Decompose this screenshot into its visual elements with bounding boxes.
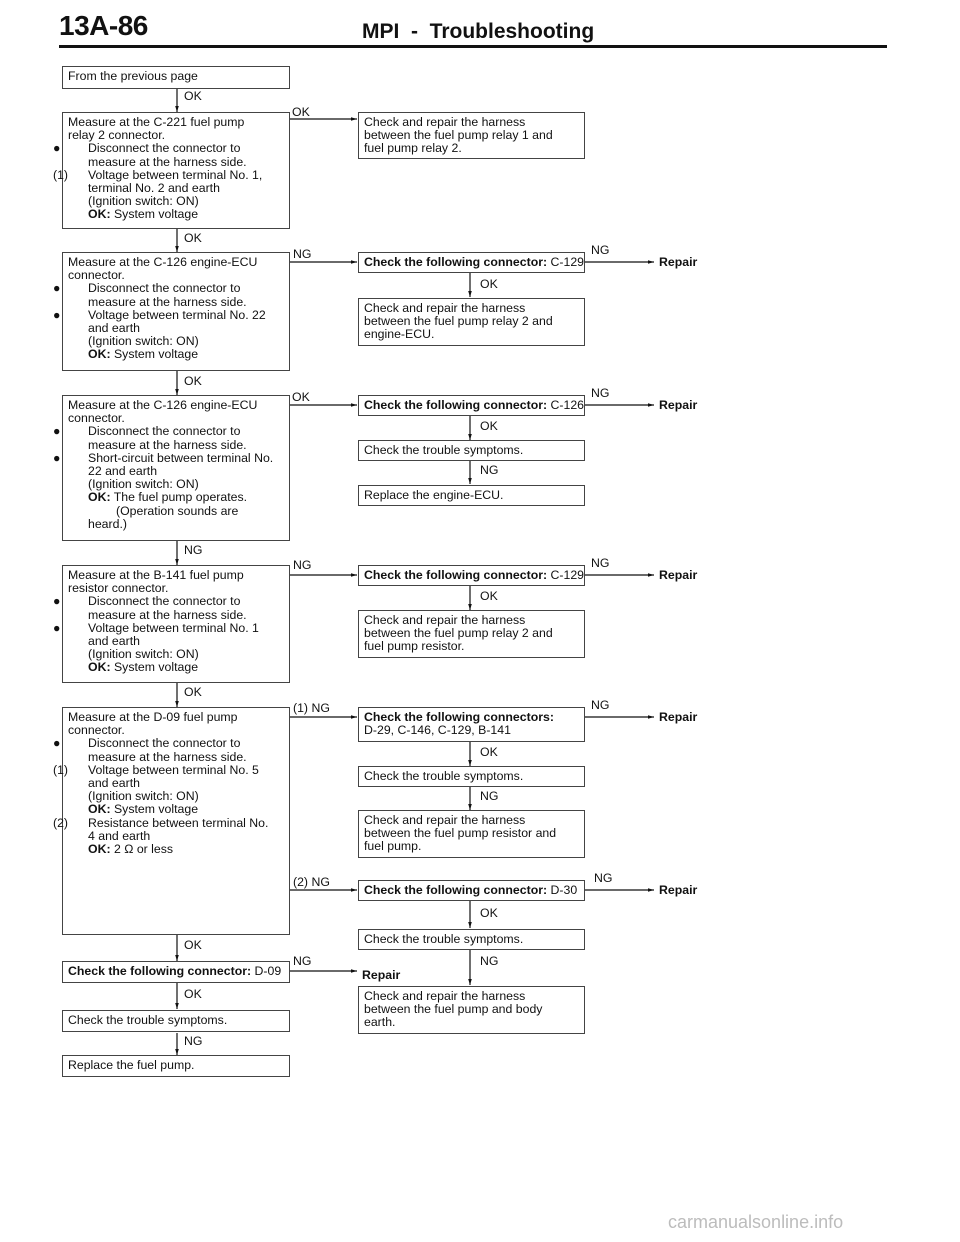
page-number: 13A-86 <box>59 10 148 41</box>
connector-ok-label: OK <box>480 419 498 433</box>
connector-check-value: C-129 <box>550 568 585 582</box>
item-number: (2) <box>53 815 69 830</box>
down-label-2: OK <box>184 231 202 245</box>
step-3-result-label: OK <box>292 390 310 404</box>
step-5-bullet-text: Disconnect the connector to <box>88 736 241 751</box>
side-box-text: Check and repair the harness <box>364 989 526 1003</box>
step-2-bullet-text: Disconnect the connector to <box>88 281 241 296</box>
side-box-text: fuel pump relay 2. <box>364 141 462 156</box>
step-3-connector-box <box>358 395 585 416</box>
step-2-line: connector. <box>68 268 125 283</box>
repair-label: Repair <box>659 710 698 724</box>
page-title: MPI - Troubleshooting <box>362 20 595 43</box>
ok-criterion-value: The fuel pump operates. <box>113 490 248 505</box>
bullet-icon: ● <box>53 620 61 635</box>
ok-criterion-key: OK: <box>88 490 111 505</box>
step-2-box <box>53 252 290 371</box>
trouble-symptoms-box <box>358 766 585 787</box>
step-5-item-text: Resistance between terminal No. <box>88 815 269 830</box>
ok-criterion-value: System voltage <box>113 802 199 817</box>
trouble-symptoms-box <box>358 929 585 950</box>
side-box-text: Check and repair the harness <box>364 813 526 827</box>
side-box-text: between the fuel pump resistor and <box>364 826 557 841</box>
bullet-icon: ● <box>53 594 61 609</box>
step-4-connector-box <box>358 565 585 586</box>
step-1-side-box <box>358 112 585 159</box>
connector-ok-label: OK <box>480 589 498 603</box>
step-2-bullet-text: Voltage between terminal No. 22 <box>88 307 266 322</box>
connector-check-key: Check the following connector: <box>364 255 548 269</box>
step-3-line: connector. <box>68 411 125 426</box>
ok-criterion-key: OK: <box>88 207 111 222</box>
side-box-text: engine-ECU. <box>364 327 435 342</box>
step-4-result-label: NG <box>293 558 312 572</box>
step-3-line: Measure at the C-126 engine-ECU <box>68 398 258 412</box>
side-box-text: fuel pump resistor. <box>364 639 465 654</box>
step-6-connector-box <box>62 961 290 983</box>
step-5-side-box-1 <box>358 810 585 858</box>
connector-ng-label: NG <box>591 698 610 712</box>
step-3-bullet-text: (Ignition switch: ON) <box>88 477 199 492</box>
step-2-connector-box <box>358 252 585 273</box>
step-5-item-text: Voltage between terminal No. 5 <box>88 762 259 777</box>
repair-label: Repair <box>659 883 698 897</box>
step-4-box <box>53 565 290 683</box>
step-2-result-label: NG <box>293 247 312 261</box>
ok-criterion-key: OK: <box>88 802 111 817</box>
step-5-box <box>53 707 290 935</box>
step-6-result-label: NG <box>293 954 312 968</box>
step-2-bullet-text: (Ignition switch: ON) <box>88 334 199 349</box>
step-5-result-1-label: (1) NG <box>293 701 330 715</box>
step-4-bullet-text: and earth <box>88 634 140 649</box>
ok-criterion-note: (Operation sounds are <box>116 503 239 518</box>
side-box-text: between the fuel pump and body <box>364 1002 543 1017</box>
trouble-ng-label: NG <box>480 789 499 803</box>
item-number: (1) <box>53 762 69 777</box>
step-4-bullet-text: measure at the harness side. <box>88 607 247 622</box>
step-1-item-text: terminal No. 2 and earth <box>88 181 220 196</box>
step-3-bullet-text: Disconnect the connector to <box>88 424 241 439</box>
connector-ok-label: OK <box>480 906 498 920</box>
down-label-7: OK <box>184 987 202 1001</box>
trouble-ng-label: NG <box>480 954 499 968</box>
step-4-line: resistor connector. <box>68 581 169 596</box>
replace-ecu-text: Replace the engine-ECU. <box>364 488 504 502</box>
step-1-bullet-text: Disconnect the connector to <box>88 141 241 156</box>
step-1-item-text: (Ignition switch: ON) <box>88 194 199 209</box>
trouble-symptoms-text: Check the trouble symptoms. <box>364 932 524 946</box>
connector-check-key: Check the following connector: <box>364 398 548 412</box>
side-box-text: Check and repair the harness <box>364 115 526 129</box>
connector-ok-label: OK <box>480 277 498 291</box>
step-4-bullet-text: Voltage between terminal No. 1 <box>88 620 259 635</box>
bullet-icon: ● <box>53 424 61 439</box>
step-1-box <box>53 112 290 229</box>
side-box-text: fuel pump. <box>364 839 422 854</box>
step-4-bullet-text: Disconnect the connector to <box>88 594 241 609</box>
down-label-6: OK <box>184 938 202 952</box>
connector-ng-label: NG <box>591 386 610 400</box>
down-label-3: OK <box>184 374 202 388</box>
connector-check-value: D-29, C-146, C-129, B-141 <box>364 723 511 738</box>
trouble-symptoms-text: Check the trouble symptoms. <box>364 769 524 783</box>
bullet-icon: ● <box>53 307 61 322</box>
step-2-bullet-text: measure at the harness side. <box>88 294 247 309</box>
ok-criterion-value: 2 Ω or less <box>113 842 174 857</box>
step-5-line: Measure at the D-09 fuel pump <box>68 710 238 724</box>
trouble-symptoms-text: Check the trouble symptoms. <box>364 443 524 457</box>
item-number: (1) <box>53 167 69 182</box>
side-box-text: Check and repair the harness <box>364 301 526 315</box>
step-4-bullet-text: (Ignition switch: ON) <box>88 647 199 662</box>
step-2-line: Measure at the C-126 engine-ECU <box>68 255 258 269</box>
step-3-bullet-text: measure at the harness side. <box>88 437 247 452</box>
step-1-bullet-text: measure at the harness side. <box>88 154 247 169</box>
connector-check-key: Check the following connector: <box>364 568 548 582</box>
connector-check-key: Check the following connector: <box>68 964 252 978</box>
ok-criterion-value: System voltage <box>113 660 199 675</box>
step-3-box <box>53 395 290 541</box>
step-3-bullet-text: Short-circuit between terminal No. <box>88 450 274 465</box>
step-1-line: relay 2 connector. <box>68 128 166 143</box>
connector-ng-label: NG <box>591 556 610 570</box>
ok-criterion-key: OK: <box>88 347 111 362</box>
ok-criterion-value: System voltage <box>113 347 199 362</box>
trouble-symptoms-box <box>358 440 585 461</box>
bullet-icon: ● <box>53 736 61 751</box>
step-5-item-text: (Ignition switch: ON) <box>88 789 199 804</box>
side-box-text: Check and repair the harness <box>364 613 526 627</box>
step-5-bullet-text: measure at the harness side. <box>88 749 247 764</box>
connector-ok-label: OK <box>480 745 498 759</box>
side-box-text: between the fuel pump relay 2 and <box>364 626 553 641</box>
step-5-item-text: 4 and earth <box>88 828 151 843</box>
step-5-connector-2-box <box>358 880 585 901</box>
replace-ecu-box <box>358 485 585 506</box>
step-3-bullet-text: 22 and earth <box>88 464 158 479</box>
step-5-item-text: and earth <box>88 776 140 791</box>
footer-watermark: carmanualsonline.info <box>668 1212 844 1232</box>
step-5-side-box-2 <box>358 986 585 1034</box>
connector-check-key: Check the following connectors: <box>364 710 554 724</box>
trouble-ng-label: NG <box>480 463 499 477</box>
step-5-line: connector. <box>68 723 125 738</box>
connector-ng-label: NG <box>591 243 610 257</box>
step-5-connectors-box <box>358 707 585 742</box>
bullet-icon: ● <box>53 450 61 465</box>
trouble-symptoms-text: Check the trouble symptoms. <box>68 1013 228 1027</box>
down-label-4: NG <box>184 543 203 557</box>
connector-ng-label: NG <box>594 871 613 885</box>
bullet-icon: ● <box>53 281 61 296</box>
repair-label: Repair <box>659 255 698 269</box>
connector-check-value: D-30 <box>550 883 578 897</box>
ok-criterion-note: heard.) <box>88 516 127 531</box>
from-previous-page-box <box>62 66 290 89</box>
down-label-5: OK <box>184 685 202 699</box>
connector-check-value: D-09 <box>254 964 282 978</box>
step-4-side-box <box>358 610 585 658</box>
step-2-side-box <box>358 298 585 346</box>
step-1-result-label: OK <box>292 105 310 119</box>
connector-check-key: Check the following connector: <box>364 883 548 897</box>
step-1-item-text: Voltage between terminal No. 1, <box>88 167 263 182</box>
ok-criterion-key: OK: <box>88 842 111 857</box>
connector-check-value: C-129 <box>550 255 585 269</box>
step-5-result-2-label: (2) NG <box>293 875 330 889</box>
ok-criterion-value: System voltage <box>113 207 199 222</box>
from-previous-page-text: From the previous page <box>68 69 198 83</box>
step-1-line: Measure at the C-221 fuel pump <box>68 115 245 129</box>
step-2-bullet-text: and earth <box>88 321 140 336</box>
repair-label: Repair <box>659 568 698 582</box>
repair-label: Repair <box>362 968 401 982</box>
down-label-8: NG <box>184 1034 203 1048</box>
side-box-text: between the fuel pump relay 1 and <box>364 128 553 143</box>
repair-label: Repair <box>659 398 698 412</box>
down-label-1: OK <box>184 89 202 103</box>
replace-fuel-pump-text: Replace the fuel pump. <box>68 1058 195 1072</box>
replace-fuel-pump-box <box>62 1055 290 1077</box>
side-box-text: earth. <box>364 1015 396 1030</box>
ok-criterion-key: OK: <box>88 660 111 675</box>
connector-check-value: C-126 <box>550 398 585 412</box>
side-box-text: between the fuel pump relay 2 and <box>364 314 553 329</box>
step-6-trouble-box <box>62 1010 290 1032</box>
step-4-line: Measure at the B-141 fuel pump <box>68 568 244 582</box>
bullet-icon: ● <box>53 141 61 156</box>
